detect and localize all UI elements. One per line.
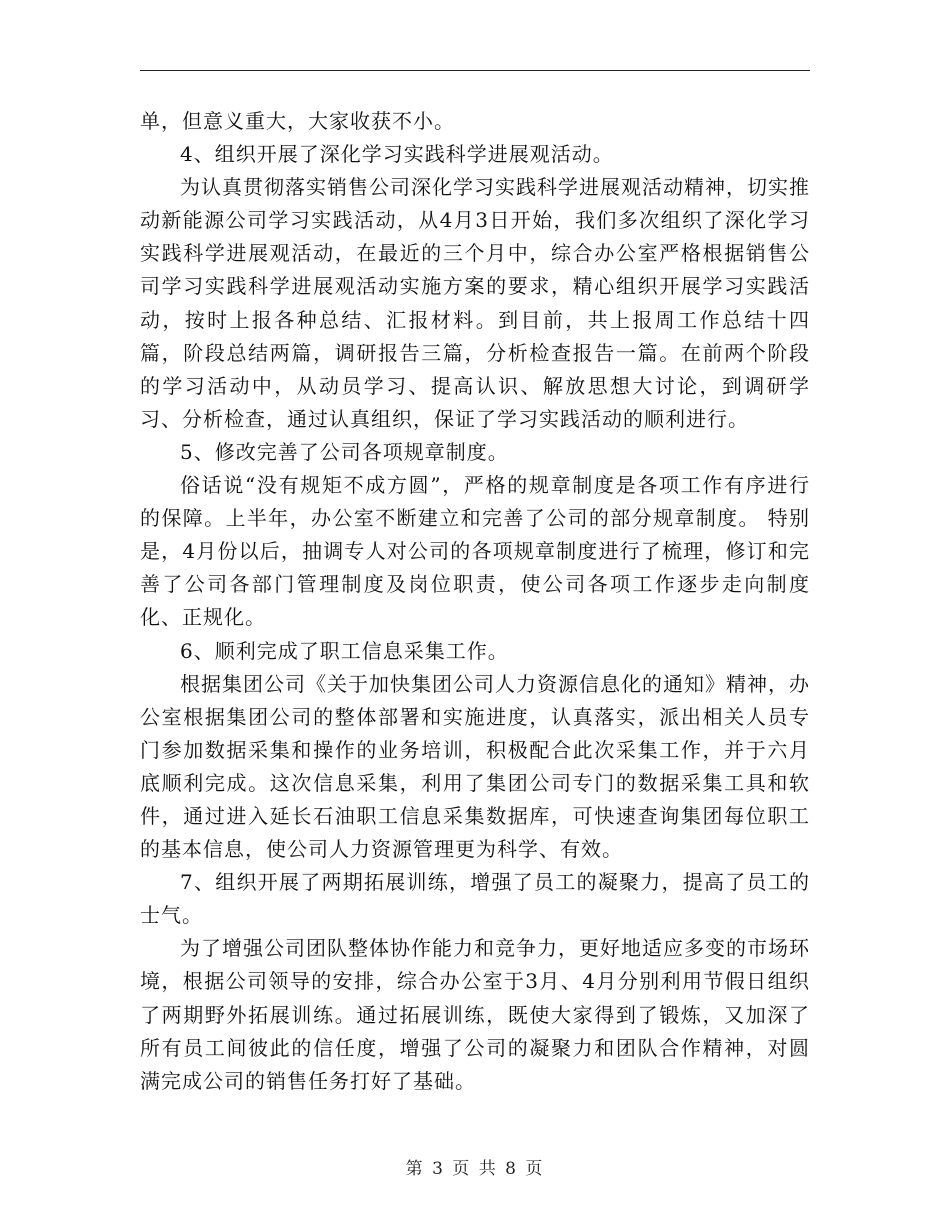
heading-item-7: 7、组织开展了两期拓展训练，增强了员工的凝聚力，提高了员工的士气。 — [140, 870, 810, 928]
paragraph-item-6: 根据集团公司《关于加快集团公司人力资源信息化的通知》精神，办公室根据集团公司的整体部署和实施进度，认真落实，派出相关人员专门参加数据采集和操作的业务培训，积极配合此次采集工作，并于六月底顺利完成。这次信息采集，利用了集团公司专门的数据采集工具和软件，通过进入延长石油职工信息采集数据库，可快速查询集团每位职工的基本信息，使公司人力资源管理更为科学、有效。 — [140, 671, 810, 862]
paragraph-continuation: 单，但意义重大，大家收获不小。 — [140, 109, 455, 133]
page-number-footer: 第 3 页 共 8 页 — [405, 1159, 545, 1179]
paragraph-item-5: 俗话说“没有规矩不成方圆”，严格的规章制度是各项工作有序进行的保障。上半年，办公室不断建立和完善了公司的部分规章制度。 特别是，4月份以后，抽调专人对公司的各项规章制度进行了梳理，修订和完善了公司各部门管理制度及岗位职责，使公司各项工作逐步走向制度化、正规化。 — [140, 473, 810, 630]
heading-item-6: 6、顺利完成了职工信息采集工作。 — [180, 638, 509, 663]
heading-item-5: 5、修改完善了公司各项规章制度。 — [180, 439, 509, 464]
paragraph-item-4: 为认真贯彻落实销售公司深化学习实践科学进展观活动精神，切实推动新能源公司学习实践活动，从4月3日开始，我们多次组织了深化学习实践科学进展观活动，在最近的三个月中，综合办公室严格根据销售公司学习实践科学进展观活动实施方案的要求，精心组织开展学习实践活动，按时上报各种总结、汇报材料。到目前，共上报周工作总结十四篇，阶段总结两篇，调研报告三篇，分析检查报告一篇。在前两个阶段的学习活动中，从动员学习、提高认识、解放思想大讨论，到调研学习、分析检查，通过认真组织，保证了学习实践活动的顺利进行。 — [140, 175, 810, 431]
header-rule — [140, 70, 810, 71]
paragraph-item-7: 为了增强公司团队整体协作能力和竞争力，更好地适应多变的市场环境，根据公司领导的安排，综合办公室于3月、4月分别利用节假日组织了两期野外拓展训练。通过拓展训练，既使大家得到了锻炼，又加深了所有员工间彼此的信任度，增强了公司的凝聚力和团队合作精神，对圆满完成公司的销售任务打好了基础。 — [140, 936, 810, 1093]
heading-item-4: 4、组织开展了深化学习实践科学进展观活动。 — [180, 142, 614, 167]
body-text — [140, 105, 810, 1098]
